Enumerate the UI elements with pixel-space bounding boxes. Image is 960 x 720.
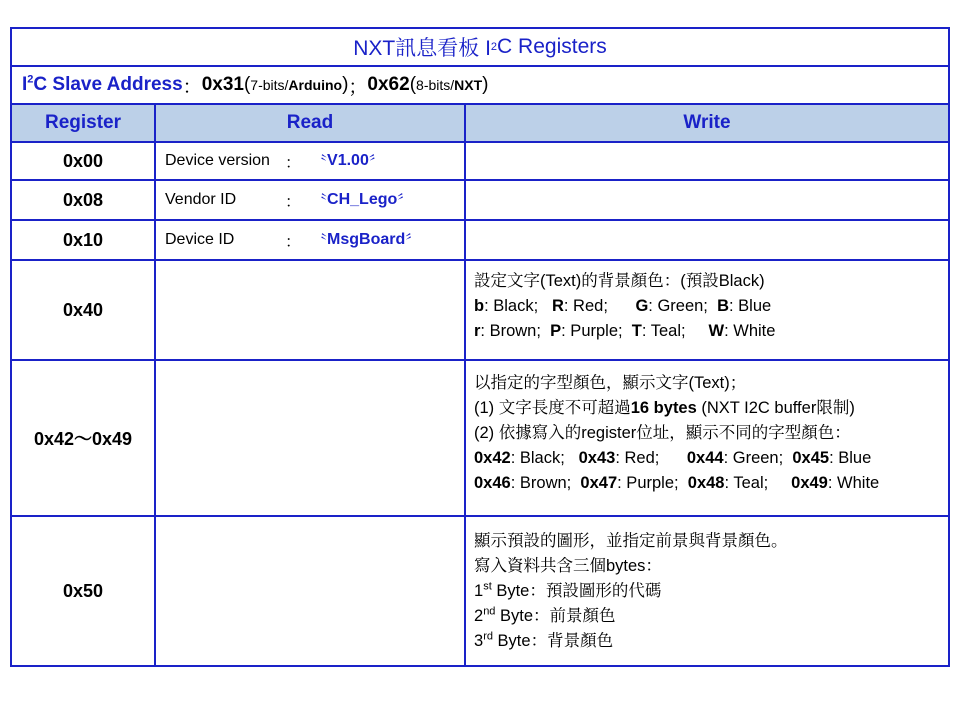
read-cell: Device ID ： 〝 MsgBoard 〞 [154, 219, 466, 261]
table-title: NXT訊息看板 I 2 C Registers [10, 27, 950, 67]
read-cell [154, 259, 466, 361]
register-table [10, 27, 950, 667]
register-cell: 0x10 [10, 219, 156, 261]
read-cell: Vendor ID ： 〝 CH_Lego 〞 [154, 179, 466, 221]
write-line: r: Brown; P: Purple; T: Teal; W: White [474, 322, 776, 340]
write-line: 顯示預設的圖形，並指定前景與背景顏色。 [474, 532, 788, 550]
header-write: Write [464, 103, 950, 143]
write-line: 以指定的字型顏色，顯示文字(Text)； [474, 374, 747, 392]
write-line: 0x42: Black; 0x43: Red; 0x44: Green; 0x45: Blue [474, 449, 872, 467]
read-cell: Device version ： 〝 V1.00 〞 [154, 141, 466, 181]
write-line: 寫入資料共含三個bytes： [474, 557, 662, 575]
header-register: Register [10, 103, 156, 143]
address-label: $I^2C$ Slave Address [22, 73, 183, 95]
register-cell: 0x08 [10, 179, 156, 221]
write-line: (1) 文字長度不可超過16 bytes (NXT I2C buffer限制) [474, 399, 855, 417]
write-line: 2nd Byte：前景顏色 [474, 605, 616, 625]
register-cell: 0x42～0x49 [10, 359, 156, 517]
register-cell: 0x00 [10, 141, 156, 181]
slave-address-row: $I^2C$ Slave Address ： 0x31 ( 7-bits/ Arduino ) ； 0x62 ( 8-bits/ NXT ) [10, 65, 950, 105]
write-cell [464, 515, 950, 667]
read-value: V1.00 [327, 152, 369, 169]
read-value: CH_Lego [327, 191, 398, 208]
write-line: 設定文字(Text)的背景顏色：(預設Black) [474, 272, 765, 290]
write-cell [464, 259, 950, 361]
write-cell [464, 179, 950, 221]
read-value: MsgBoard [327, 231, 406, 248]
address-8bit: 0x62 [367, 74, 410, 95]
read-label: Device version [165, 152, 270, 169]
write-line: (2) 依據寫入的register位址，顯示不同的字型顏色： [474, 424, 851, 442]
write-cell [464, 219, 950, 261]
read-label: Vendor ID [165, 191, 237, 208]
address-7bit-note: 7-bits/ [250, 77, 289, 93]
write-line: 3rd Byte：背景顏色 [474, 630, 614, 650]
read-label: Device ID [165, 231, 235, 248]
address-8bit-board: NXT [454, 77, 483, 93]
address-colon: ： [182, 76, 202, 98]
title-prefix: NXT訊息看板 I [353, 37, 491, 60]
write-line: 0x46: Brown; 0x47: Purple; 0x48: Teal; 0x49: White [474, 474, 880, 492]
address-separator: ； [348, 76, 368, 98]
address-7bit: 0x31 [201, 74, 244, 95]
register-cell: 0x50 [10, 515, 156, 667]
title-suffix: C Registers [497, 35, 607, 58]
address-7bit-board: Arduino [288, 77, 343, 93]
write-line: 1st Byte：預設圖形的代碼 [474, 580, 662, 600]
address-8bit-note: 8-bits/ [416, 77, 455, 93]
header-read: Read [154, 103, 466, 143]
write-cell [464, 141, 950, 181]
read-cell [154, 515, 466, 667]
register-cell: 0x40 [10, 259, 156, 361]
read-cell [154, 359, 466, 517]
write-cell [464, 359, 950, 517]
write-line: b: Black; R: Red; G: Green; B: Blue [474, 297, 772, 315]
